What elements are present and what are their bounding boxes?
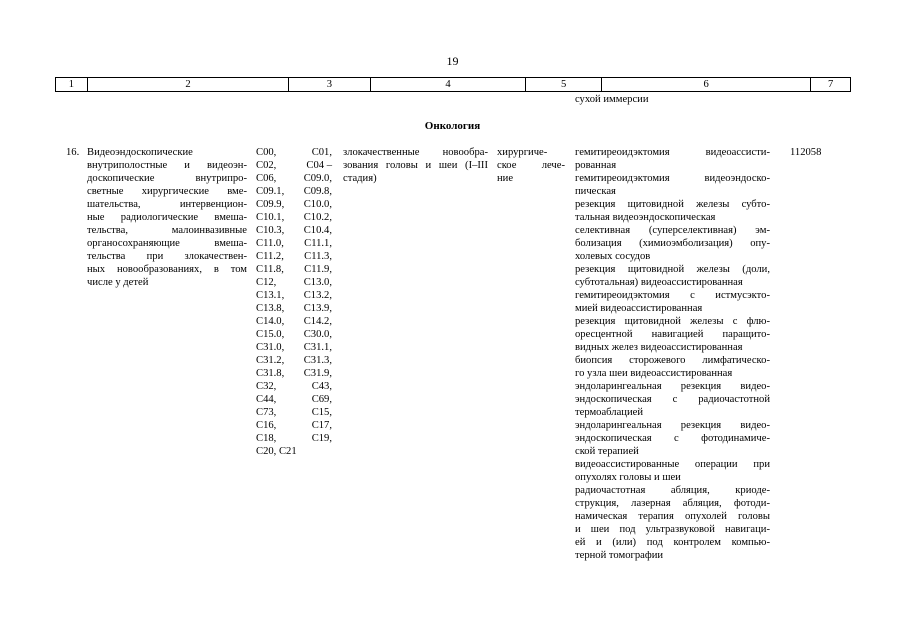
icd-code: C04 – — [306, 160, 332, 171]
column-number-2: 2 — [87, 78, 288, 91]
text-line: термоаблацией — [575, 407, 643, 418]
icd-code-row — [256, 406, 332, 419]
text-line: резекция щитовидной железы (доли, — [575, 264, 770, 275]
icd-code: C31.8, — [256, 368, 285, 379]
section-title: Онкология — [424, 120, 481, 132]
text-line: эндоскопическая с фотодинамиче- — [575, 433, 770, 444]
text-line: видных желез видеоассистированная — [575, 342, 743, 353]
text-line: гемитиреоидэктомия видеоассисти- — [575, 147, 770, 158]
icd-code-row — [256, 237, 332, 250]
icd-code: C31.2, — [256, 355, 285, 366]
icd-code: C11.3, — [304, 251, 332, 262]
text-line: хирургиче- — [497, 147, 548, 158]
column-number-3: 3 — [288, 78, 369, 91]
icd-code: C69, — [311, 394, 332, 405]
text-line: ные радиологические вмеша- — [87, 212, 247, 223]
icd-code-row — [256, 159, 332, 172]
icd-code-row — [256, 198, 332, 211]
icd-code: C06, — [256, 173, 277, 184]
icd-codes — [256, 146, 332, 458]
text-line: холевых сосудов — [575, 251, 651, 262]
text-line: тельства, малоинвазивные — [87, 225, 247, 236]
icd-code: C14.0, — [256, 316, 285, 327]
icd-code: C10.0, — [303, 199, 332, 210]
text-line: ных новообразованиях, в том — [87, 264, 247, 275]
column-number-row — [55, 77, 851, 92]
icd-code: C13.2, — [303, 290, 332, 301]
patient-model — [343, 146, 488, 185]
text-line: видеоассистированные операции при — [575, 459, 770, 470]
icd-code: C15, — [311, 407, 332, 418]
icd-code-row — [256, 380, 332, 393]
text-line: биопсия сторожевого лимфатическо- — [575, 355, 770, 366]
icd-code-row — [256, 341, 332, 354]
icd-code: C11.1, — [304, 238, 332, 249]
icd-code: C13.1, — [256, 290, 285, 301]
text-line: пическая — [575, 186, 616, 197]
treatment-type — [497, 146, 565, 185]
text-line: доскопические внутрипро- — [87, 173, 247, 184]
icd-code: C09.8, — [303, 186, 332, 197]
text-line: тельства при злокачествен- — [87, 251, 247, 262]
text-line: числе у детей — [87, 277, 149, 288]
icd-code: C09.1, — [256, 186, 285, 197]
icd-code-row — [256, 289, 332, 302]
text-line: внутриполостные и видеоэн- — [87, 160, 247, 171]
icd-code: C73, — [256, 407, 277, 418]
icd-code-row — [256, 432, 332, 445]
text-line: ской терапией — [575, 446, 639, 457]
column-number-7: 7 — [810, 78, 851, 91]
icd-code: C12, — [256, 277, 277, 288]
icd-code: C32, — [256, 381, 277, 392]
icd-code: C14.2, — [303, 316, 332, 327]
icd-code: C31.1, — [303, 342, 332, 353]
continuation-text: сухой иммерсии — [575, 94, 649, 105]
text-line: ское лече- — [497, 160, 565, 171]
text-line: струкция, лазерная абляция, фотоди- — [575, 498, 770, 509]
column-number-5: 5 — [525, 78, 600, 91]
text-line: эндоскопическая с радиочастотной — [575, 394, 770, 405]
icd-code-row — [256, 263, 332, 276]
icd-code: C01, — [311, 147, 332, 158]
text-line: резекция щитовидной железы субто- — [575, 199, 770, 210]
text-line: органосохраняющие вмеша- — [87, 238, 247, 249]
page-number: 19 — [446, 54, 459, 68]
cost-value: 112058 — [790, 147, 822, 158]
text-line: оресцентной навигацией паращито- — [575, 329, 770, 340]
text-line: эндоларингеальная резекция видео- — [575, 420, 770, 431]
treatment-methods — [575, 146, 770, 562]
text-line: гемитиреоидэктомия с истмусэкто- — [575, 290, 770, 301]
icd-code: C09.0, — [303, 173, 332, 184]
text-line: намическая терапия опухолей головы — [575, 511, 770, 522]
icd-code: C02, — [256, 160, 277, 171]
text-line: го узла шеи видеоассистированная — [575, 368, 733, 379]
column-number-4: 4 — [370, 78, 526, 91]
text-line: мией видеоассистированная — [575, 303, 703, 314]
text-line: злокачественные новообра- — [343, 147, 488, 158]
text-line: опухолях головы и шеи — [575, 472, 681, 483]
icd-code: C10.4, — [303, 225, 332, 236]
text-line: эндоларингеальная резекция видео- — [575, 381, 770, 392]
intervention-name — [87, 146, 247, 289]
icd-code-row — [256, 328, 332, 341]
icd-code: C31.9, — [303, 368, 332, 379]
icd-code: C10.2, — [303, 212, 332, 223]
text-line: селективная (суперселективная) эм- — [575, 225, 770, 236]
icd-code: C31.0, — [256, 342, 285, 353]
text-line: радиочастотная абляция, криоде- — [575, 485, 770, 496]
text-line: ей и (или) под контролем компью- — [575, 537, 770, 548]
icd-code-row — [256, 302, 332, 315]
icd-code: C13.9, — [303, 303, 332, 314]
icd-code: C13.0, — [303, 277, 332, 288]
icd-code-row — [256, 367, 332, 380]
icd-code: C11.9, — [304, 264, 332, 275]
icd-code: C44, — [256, 394, 277, 405]
icd-code-row — [256, 224, 332, 237]
text-line: стадия) — [343, 173, 377, 184]
icd-code: C31.3, — [303, 355, 332, 366]
icd-code-row — [256, 250, 332, 263]
text-line: и шеи под ультразвуковой навигаци- — [575, 524, 770, 535]
icd-code: C15.0, — [256, 329, 285, 340]
icd-code: C16, — [256, 420, 277, 431]
icd-code-row — [256, 211, 332, 224]
text-line: зования головы и шеи (I–III — [343, 160, 488, 171]
icd-code: C11.2, — [256, 251, 284, 262]
icd-code: C13.8, — [256, 303, 285, 314]
icd-code-row — [256, 419, 332, 432]
text-line: субтотальная) видеоассистированная — [575, 277, 743, 288]
text-line: тальная видеоэндоскопическая — [575, 212, 716, 223]
icd-code: C17, — [311, 420, 332, 431]
text-line: терной томографии — [575, 550, 664, 561]
icd-code: C43, — [311, 381, 332, 392]
column-number-1: 1 — [55, 78, 87, 91]
icd-code: C19, — [311, 433, 332, 444]
icd-code-row — [256, 315, 332, 328]
icd-code: C11.0, — [256, 238, 284, 249]
text-line: гемитиреоидэктомия видеоэндоско- — [575, 173, 770, 184]
icd-code: C00, — [256, 147, 277, 158]
text-line: ние — [497, 173, 514, 184]
text-line: шательства, интервенцион- — [87, 199, 247, 210]
icd-code-row — [256, 185, 332, 198]
text-line: Видеоэндоскопические — [87, 147, 193, 158]
icd-code: C20, C21 — [256, 446, 297, 457]
icd-code-row — [256, 146, 332, 159]
text-line: резекция щитовидной железы с флю- — [575, 316, 770, 327]
icd-code-row — [256, 354, 332, 367]
text-line: рованная — [575, 160, 617, 171]
icd-code: C10.3, — [256, 225, 285, 236]
text-line: светные хирургические вме- — [87, 186, 247, 197]
icd-code-row — [256, 445, 332, 458]
row-number: 16. — [66, 147, 80, 158]
icd-code: C30.0, — [303, 329, 332, 340]
icd-code-row — [256, 172, 332, 185]
icd-code-row — [256, 393, 332, 406]
icd-code: C10.1, — [256, 212, 285, 223]
text-line: болизация (химиоэмболизация) опу- — [575, 238, 770, 249]
icd-code-row — [256, 276, 332, 289]
icd-code: C11.8, — [256, 264, 284, 275]
column-number-6: 6 — [601, 78, 810, 91]
icd-code: C18, — [256, 433, 277, 444]
icd-code: C09.9, — [256, 199, 285, 210]
